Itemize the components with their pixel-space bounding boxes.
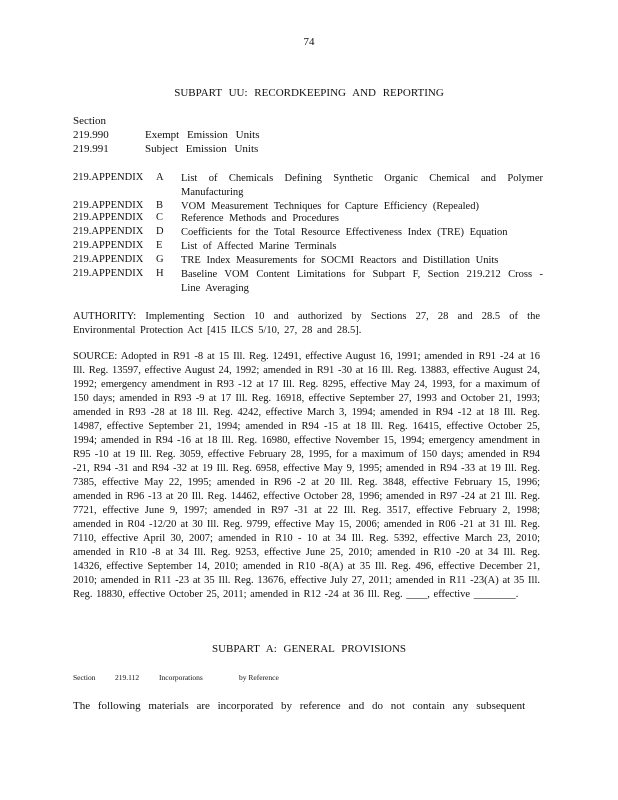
section-title: Subject Emission Units	[145, 143, 259, 155]
appendix-number: 219.APPENDIX	[73, 268, 144, 279]
section-number: 219.990	[73, 129, 109, 141]
appendix-title: Reference Methods and Procedures	[181, 213, 339, 224]
appendix-row	[73, 172, 543, 200]
section-number: 219.991	[73, 143, 109, 155]
section-heading-label: Section	[73, 673, 96, 682]
appendix-number: 219.APPENDIX	[73, 240, 144, 251]
appendix-number: 219.APPENDIX	[73, 212, 144, 223]
subpart-a-title: SUBPART A: GENERAL PROVISIONS	[212, 643, 406, 655]
appendix-letter: D	[156, 226, 164, 237]
appendix-row	[73, 254, 543, 268]
appendix-letter: A	[156, 172, 164, 183]
appendix-title: TRE Index Measurements for SOCMI Reactors and Distillation Units	[181, 255, 499, 266]
appendix-row	[73, 226, 543, 240]
body-text: The following materials are incorporated by reference and do not contain any subsequent	[73, 700, 526, 712]
appendix-row	[73, 268, 543, 296]
appendix-title: Coefficients for the Total Resource Effectiveness Index (TRE) Equation	[181, 227, 508, 238]
authority-paragraph: AUTHORITY: Implementing Section 10 and authorized by Sections 27, 28 and 28.5 of the Environmental Protection Act [415 ILCS 5/10, 27, 28 and 28.5].	[73, 311, 540, 336]
appendix-letter: H	[156, 268, 164, 279]
appendix-title: List of Chemicals Defining Synthetic Organic Chemical and Polymer Manufacturing	[181, 173, 543, 198]
appendix-letter: G	[156, 254, 164, 265]
source-paragraph: SOURCE: Adopted in R91 -8 at 15 Ill. Reg. 12491, effective August 16, 1991; amended in R91 -24 at 16 Ill. Reg. 13597, effective August 24, 1992; amended in R91 -30 at 16 Ill. Reg. 13883, effective August 24, 1992; emergency amendment in R93 -12 at 17 Ill. Reg. 8295, effective May 24, 1993, for a maximum of 150 days; amended in R93 -9 at 17 Ill. Reg. 16918, effective September 27, 1993 and October 21, 1993; amended in R93 -28 at 18 Ill. Reg. 4242, effective March 3, 1994; amended in R94 -12 at 18 Ill. Reg. 14987, effective September 21, 1994; amended in R94 -15 at 18 Ill. Reg. 16415, effective October 25, 1994; amended in R94 -16 at 18 Ill. Reg. 16980, effective November 15, 1994; emergency amendment in R95 -10 at 19 Ill. Reg. 3059, effective February 28, 1995, for a maximum of 150 days; amended in R94 -21, R94 -31 and R94 -32 at 19 Ill. Reg. 6958, effective May 9, 1995; amended in R94 -33 at 19 Ill. Reg. 7385, effective May 22, 1995; amended in R96 -2 at 20 Ill. Reg. 3848, effective February 15, 1996; amended in R96 -13 at 20 Ill. Reg. 14462, effective October 28, 1996; amended in R97 -24 at 21 Ill. Reg. 7721, effective June 9, 1997; amended in R97 -31 at 22 Ill. Reg. 3517, effective February 2, 1998; amended in R04 -12/20 at 30 Ill. Reg. 9799, effective May 15, 2006; amended in R06 -21 at 31 Ill. Reg. 7110, effective April 30, 2007; amended in R10 - 10 at 34 Ill. Reg. 5392, effective March 23, 2010; amended in R10 -8 at 34 Ill. Reg. 9253, effective June 25, 2010; amended in R10 -20 at 34 Ill. Reg. 14326, effective September 14, 2010; amended in R10 -8(A) at 35 Ill. Reg. 496, effective December 21, 2010; amended in R11 -23 at 35 Ill. Reg. 13676, effective July 27, 2011; amended in R11 -23(A) at 35 Ill. Reg. 18830, effective October 25, 2011; amended in R12 -24 at 36 Ill. Reg. ____, effective ________.	[73, 351, 540, 600]
section-heading-number: 219.112	[115, 673, 140, 682]
appendix-letter: C	[156, 212, 164, 223]
appendix-row	[73, 240, 543, 254]
appendix-letter: B	[156, 200, 164, 211]
section-label: Section	[73, 115, 106, 127]
appendix-number: 219.APPENDIX	[73, 200, 144, 211]
appendix-number: 219.APPENDIX	[73, 172, 144, 183]
appendix-title: VOM Measurement Techniques for Capture Efficiency (Repealed)	[181, 201, 479, 212]
appendix-row	[73, 212, 543, 226]
appendix-title: List of Affected Marine Terminals	[181, 241, 337, 252]
page-number: 74	[303, 36, 315, 48]
section-row	[73, 143, 543, 157]
appendix-letter: E	[156, 240, 163, 251]
subpart-uu-title: SUBPART UU: RECORDKEEPING AND REPORTING	[174, 87, 444, 99]
section-heading-suffix: by Reference	[239, 673, 279, 682]
appendix-title: Baseline VOM Content Limitations for Subpart F, Section 219.212 Cross - Line Averaging	[181, 269, 543, 294]
appendix-number: 219.APPENDIX	[73, 254, 144, 265]
section-row	[73, 129, 543, 143]
appendix-number: 219.APPENDIX	[73, 226, 144, 237]
section-title: Exempt Emission Units	[145, 129, 260, 141]
section-heading-title: Incorporations	[159, 673, 203, 682]
